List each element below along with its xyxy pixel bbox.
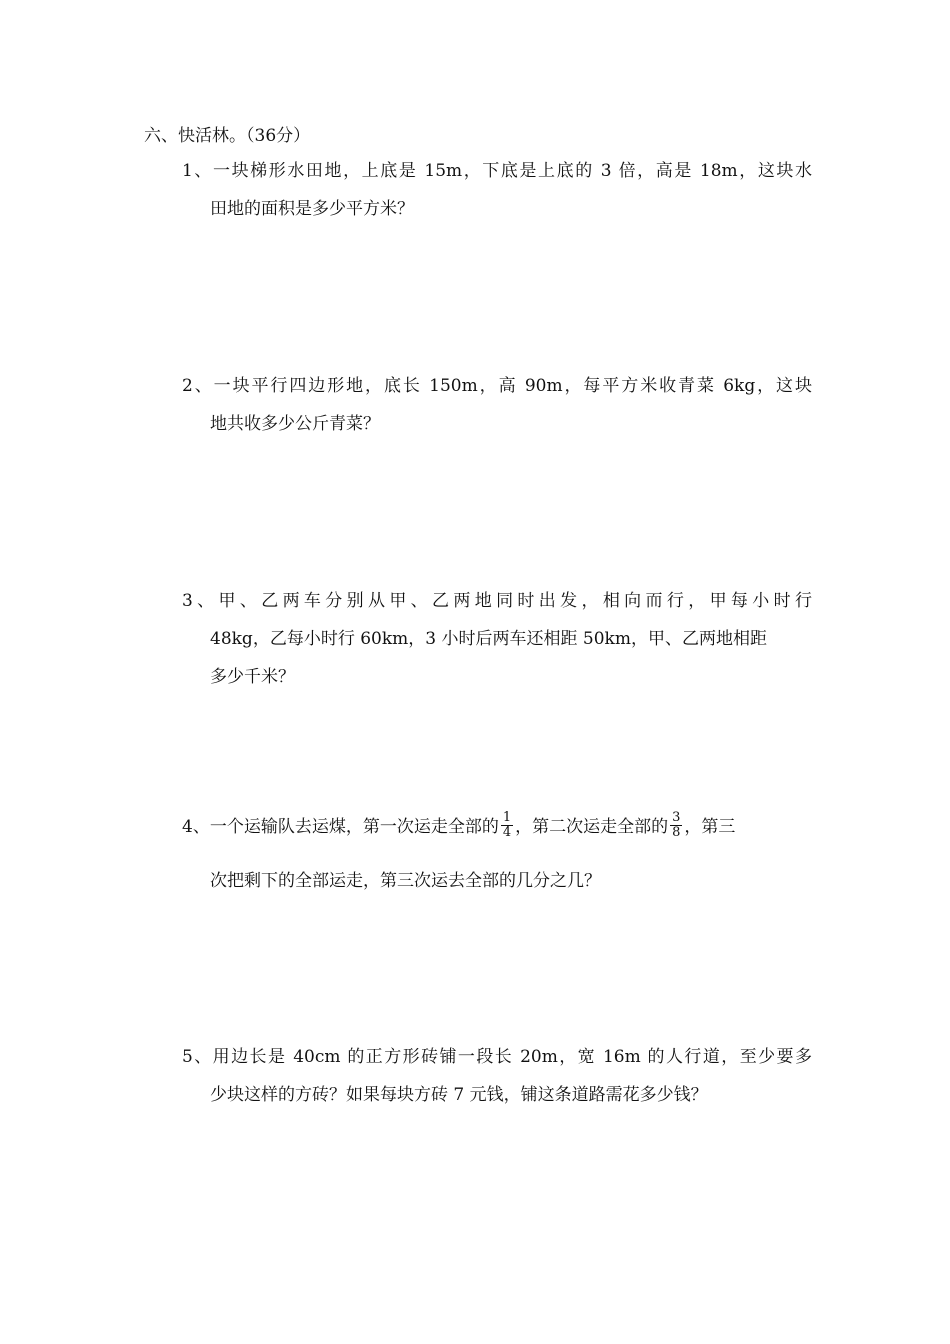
question-3-line-1: 3、甲、乙两车分别从甲、乙两地同时出发，相向而行，甲每小时行 — [182, 591, 812, 611]
question-2 — [182, 367, 812, 443]
fraction-three-eighths — [670, 811, 682, 840]
question-5-line-1: 5、用边长是 40cm 的正方形砖铺一段长 20m，宽 16m 的人行道，至少要多 — [182, 1047, 812, 1067]
question-2-line-1: 2、一块平行四边形地，底长 150m，高 90m，每平方米收青菜 6kg，这块 — [182, 376, 812, 396]
question-1 — [182, 152, 812, 228]
fraction-2-numerator: 3 — [672, 810, 681, 825]
section-title: 六、快活林。（36分） — [144, 126, 311, 146]
question-1-line-1: 1、一块梯形水田地，上底是 15m，下底是上底的 3 倍，高是 18m，这块水 — [182, 161, 812, 181]
fraction-1-denominator: 4 — [502, 825, 512, 840]
question-3-line-3: 多少千米？ — [210, 667, 295, 687]
question-4-line-2: 次把剩下的全部运走，第三次运去全部的几分之几？ — [210, 871, 601, 891]
fraction-1-numerator: 1 — [502, 810, 512, 825]
question-4-text-a: 4、一个运输队去运煤，第一次运走全部的 — [182, 817, 499, 837]
question-4-line-1 — [182, 804, 812, 850]
question-3 — [182, 582, 812, 696]
question-2-line-2: 地共收多少公斤青菜？ — [210, 414, 380, 434]
question-3-line-2: 48kg，乙每小时行 60km，3 小时后两车还相距 50km，甲、乙两地相距 — [210, 629, 767, 649]
fraction-one-quarter — [501, 811, 513, 840]
question-4-text-b: ，第二次运走全部的 — [515, 817, 669, 837]
question-5 — [182, 1038, 812, 1114]
question-5-line-2: 少块这样的方砖？如果每块方砖 7 元钱，铺这条道路需花多少钱？ — [210, 1085, 708, 1105]
question-4 — [182, 804, 812, 900]
fraction-2-denominator: 8 — [672, 825, 681, 840]
question-4-text-c: ，第三 — [684, 817, 736, 837]
question-1-line-2: 田地的面积是多少平方米？ — [210, 199, 414, 219]
